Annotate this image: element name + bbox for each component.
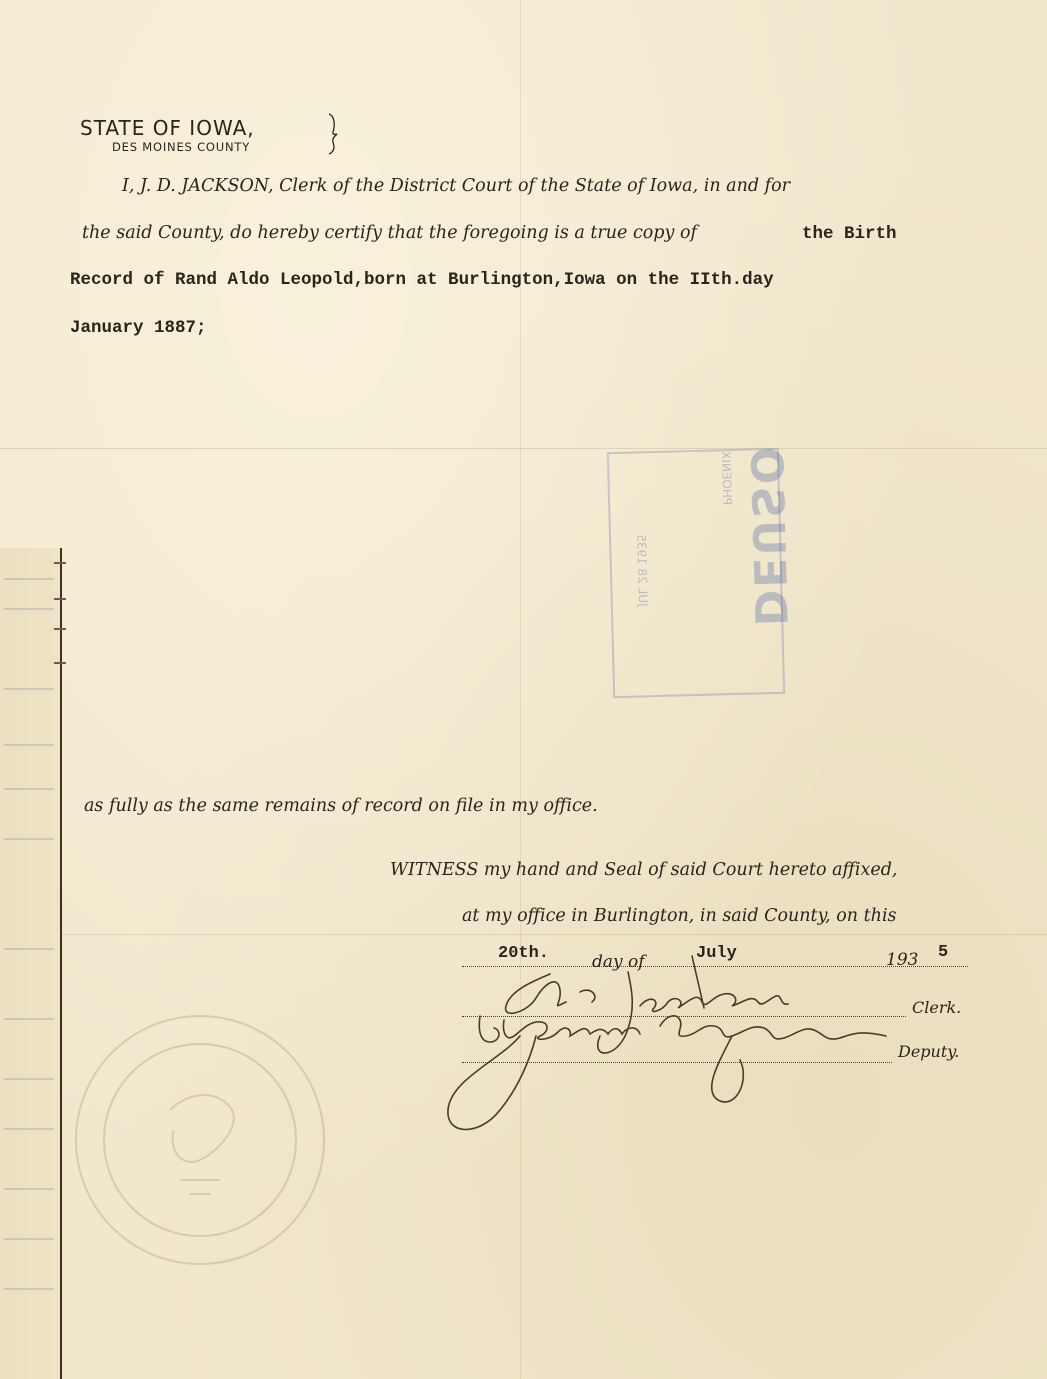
handwritten-signatures	[440, 950, 920, 1140]
received-stamp	[607, 444, 796, 698]
date-day: 20th.	[498, 944, 550, 963]
closing-line: as fully as the same remains of record on file in my office.	[84, 796, 598, 816]
stamp-location: PHOENIX	[718, 450, 735, 506]
embossed-seal	[70, 1010, 330, 1270]
date-year-prefix: 193	[886, 950, 919, 970]
staple-mark	[54, 628, 66, 630]
witness-line: WITNESS my hand and Seal of said Court hereto affixed,	[390, 860, 898, 880]
date-day-of-label: day of	[592, 952, 645, 972]
date-year-digit: 5	[938, 943, 949, 962]
clerk-label: Clerk.	[912, 998, 962, 1017]
stamp-text: DEUSO	[739, 444, 796, 627]
county-name: DES MOINES COUNTY	[112, 140, 251, 154]
brace-mark	[325, 112, 343, 156]
fold-line	[0, 448, 1047, 449]
certification-line-1: I, J. D. JACKSON, Clerk of the District Court of the State of Iowa, in and for	[122, 176, 790, 196]
state-title: STATE OF IOWA,	[80, 116, 255, 140]
underlying-page-strip	[0, 548, 62, 1379]
fold-line	[0, 934, 1047, 935]
certification-line-2: the said County, do hereby certify that the foregoing is a true copy of	[82, 223, 697, 243]
staple-mark	[54, 662, 66, 664]
typed-record-type: the Birth	[802, 224, 897, 244]
deputy-label: Deputy.	[898, 1042, 960, 1061]
fold-line	[520, 0, 521, 1379]
date-month: July	[696, 944, 737, 963]
typed-birth-date: January 1887;	[70, 318, 207, 338]
office-line: at my office in Burlington, in said County, on this	[462, 906, 897, 926]
staple-mark	[54, 562, 66, 564]
typed-record-line: Record of Rand Aldo Leopold,born at Burlington,Iowa on the IIth.day	[70, 270, 774, 290]
stamp-date: JUL 28 1935	[634, 534, 651, 607]
staple-mark	[54, 598, 66, 600]
